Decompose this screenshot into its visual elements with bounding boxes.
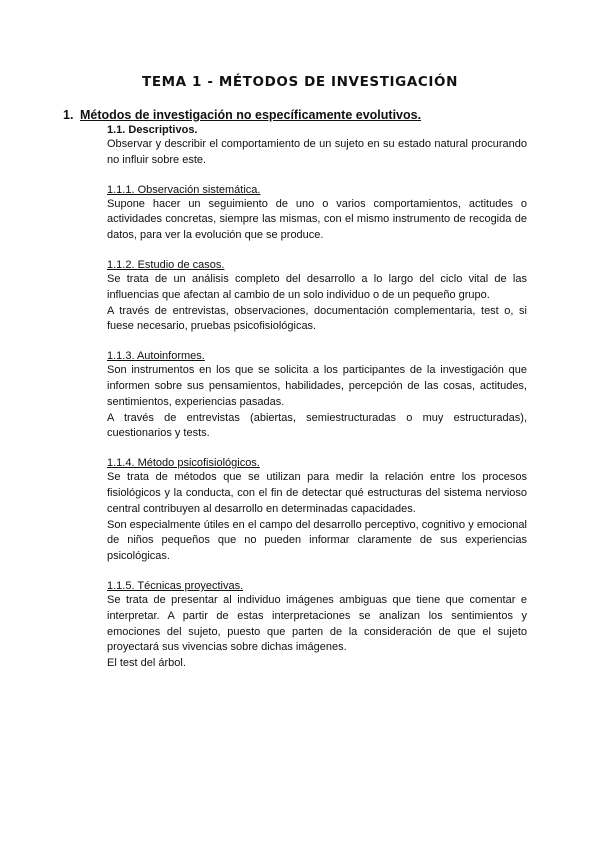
section-heading: [63, 108, 527, 122]
item-paragraph: Se trata de un análisis completo del desarrollo a lo largo del ciclo vital de las influencias que afectan al cambio de un solo individuo o de un pequeño grupo.: [107, 272, 527, 301]
item-paragraph: Supone hacer un seguimiento de uno o varios comportamientos, actitudes o actividades concretas, siempre las mismas, con el mismo instrumento de recogida de datos, para ver la evolución que se produce.: [107, 197, 527, 242]
item-heading-proyectivas: 1.1.5. Técnicas proyectivas.: [107, 579, 244, 592]
section-number: 1.: [63, 108, 74, 122]
item-paragraph: Se trata de presentar al individuo imágenes ambiguas que tiene que comentar e interpretar. A partir de estas interpretaciones se analizan los sentimientos y emociones del sujeto, puesto que parten de la consideración de que el sujeto proyectará sus vivencias sobre dichas imágenes.: [107, 593, 527, 654]
document-body: [63, 108, 527, 672]
document-title: TEMA 1 - MÉTODOS DE INVESTIGACIÓN: [142, 74, 458, 90]
item-paragraph: Son especialmente útiles en el campo del desarrollo perceptivo, cognitivo y emocional de niños pequeños que no pueden informar claramente de sus experiencias psicológicas.: [107, 518, 527, 563]
subsection-paragraph: Observar y describir el comportamiento de un sujeto en su estado natural procurando no influir sobre este.: [107, 138, 527, 166]
item-paragraph: Se trata de métodos que se utilizan para medir la relación entre los procesos fisiológicos y la conducta, con el fin de detectar qué estructuras del sistema nervioso central contribuyen al desarrollo en determinadas capacidades.: [107, 471, 527, 515]
item-paragraph: Son instrumentos en los que se solicita a los participantes de la investigación que informen sobre sus pensamientos, habilidades, percepción de las cosas, actitudes, sentimientos, experiencias pasadas.: [107, 364, 527, 408]
item-heading-observacion: 1.1.1. Observación sistemática.: [107, 183, 261, 196]
subsection-heading: 1.1. Descriptivos.: [107, 124, 198, 136]
section-heading-text: Métodos de investigación no específicamente evolutivos.: [80, 108, 422, 122]
item-heading-autoinformes: 1.1.3. Autoinformes.: [107, 350, 205, 363]
item-paragraph: A través de entrevistas, observaciones, documentación complementaria, test o, si fuese necesario, pruebas psicofisiológicas.: [107, 304, 527, 333]
item-heading-psicofisiologicos: 1.1.4. Método psicofisiológicos.: [107, 457, 260, 470]
item-paragraph: A través de entrevistas (abiertas, semiestructuradas o muy estructuradas), cuestionarios y tests.: [107, 411, 527, 440]
item-paragraph: El test del árbol.: [107, 657, 186, 670]
item-heading-estudio-casos: 1.1.2. Estudio de casos.: [107, 258, 225, 271]
